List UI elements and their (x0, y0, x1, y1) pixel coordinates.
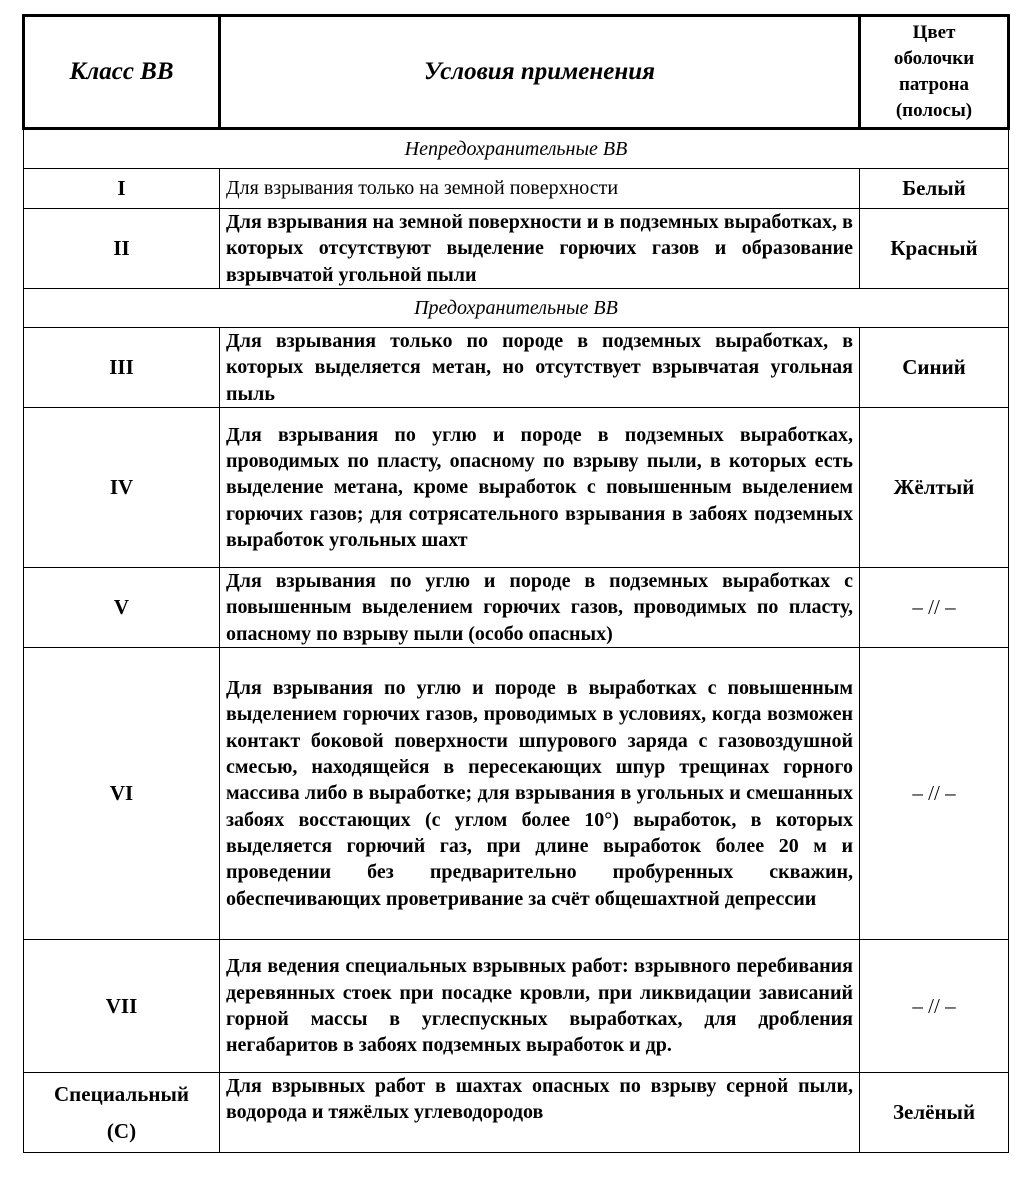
header-color-line: оболочки (893, 48, 975, 69)
section-row (24, 129, 1009, 169)
section-row (24, 289, 1009, 328)
class-cell (24, 1073, 220, 1153)
color-cell: Жёлтый (860, 408, 1009, 568)
conditions-cell: Для взрывных работ в шахтах опасных по взрыву серной пыли, водорода и тяжёлых углеводородов (220, 1073, 860, 1153)
class-cell: V (24, 568, 220, 648)
conditions-cell: Для взрывания на земной поверхности и в подземных выработках, в которых отсутствуют выделение горючих газов и образование взрывчатой угольной пыли (220, 209, 860, 289)
section-non-safety: Непредохранительные ВВ (24, 129, 1009, 169)
conditions-cell: Для ведения специальных взрывных работ: взрывного перебивания деревянных стоек при посадке кровли, при ликвидации зависаний горной массы в углеспускных выработках, для дробления негабаритов в забоях подземных выработок и др. (220, 940, 860, 1073)
class-cell: VI (24, 648, 220, 940)
color-cell: – // – (860, 940, 1009, 1073)
color-cell: Зелёный (860, 1073, 1009, 1153)
conditions-cell: Для взрывания только на земной поверхности (220, 169, 860, 209)
table-row (24, 169, 1009, 209)
table-row (24, 209, 1009, 289)
conditions-cell: Для взрывания по углю и породе в подземных выработках, проводимых по пласту, опасному по взрыву пыли, в которых есть выделение метана, кроме выработок с повышенным выделением горючих газов; для сотрясательного взрывания в забоях подземных выработок угольных шахт (220, 408, 860, 568)
conditions-cell: Для взрывания только по породе в подземных выработках, в которых выделяется метан, но отсутствует взрывчатая угольная пыль (220, 328, 860, 408)
conditions-cell: Для взрывания по углю и породе в подземных выработках с повышенным выделением горючих газов, проводимых по пласту, опасному по взрыву пыли (особо опасных) (220, 568, 860, 648)
table-row (24, 408, 1009, 568)
class-cell: VII (24, 940, 220, 1073)
header-color-line: Цвет (912, 22, 956, 43)
header-conditions-label: Условия применения (423, 58, 656, 85)
table-row (24, 648, 1009, 940)
color-cell: – // – (860, 648, 1009, 940)
table-row (24, 568, 1009, 648)
color-cell: Красный (860, 209, 1009, 289)
table-row (24, 328, 1009, 408)
header-color (860, 16, 1009, 129)
class-cell: IV (24, 408, 220, 568)
class-label-line: Специальный (54, 1081, 189, 1106)
section-safety: Предохранительные ВВ (24, 289, 1009, 328)
color-cell: Белый (860, 169, 1009, 209)
color-cell: Синий (860, 328, 1009, 408)
header-class (24, 16, 220, 129)
table-row (24, 1073, 1009, 1153)
class-cell: I (24, 169, 220, 209)
header-class-label: Класс ВВ (69, 58, 174, 85)
header-row (24, 16, 1009, 129)
class-cell: III (24, 328, 220, 408)
class-cell: II (24, 209, 220, 289)
explosives-class-table (22, 14, 1010, 1153)
conditions-cell: Для взрывания по углю и породе в выработках с повышенным выделением горючих газов, проводимых в условиях, когда возможен контакт боковой поверхности шпурового заряда с газовоздушной смесью, находящейся в пересекающих шпур трещинах горного массива либо в выработке; для взрывания в угольных и смешанных забоях восстающих (с углом более 10°) выработок, в которых выделяется горючий газ, при длине выработок более 20 м и проведении без предварительно пробуренных скважин, обеспечивающих проветривание за счёт общешахтной депрессии (220, 648, 860, 940)
header-conditions (220, 16, 860, 129)
table-row (24, 940, 1009, 1073)
header-color-line: (полосы) (895, 100, 973, 121)
class-label-line: (С) (106, 1118, 137, 1143)
color-cell: – // – (860, 568, 1009, 648)
header-color-line: патрона (898, 74, 970, 95)
